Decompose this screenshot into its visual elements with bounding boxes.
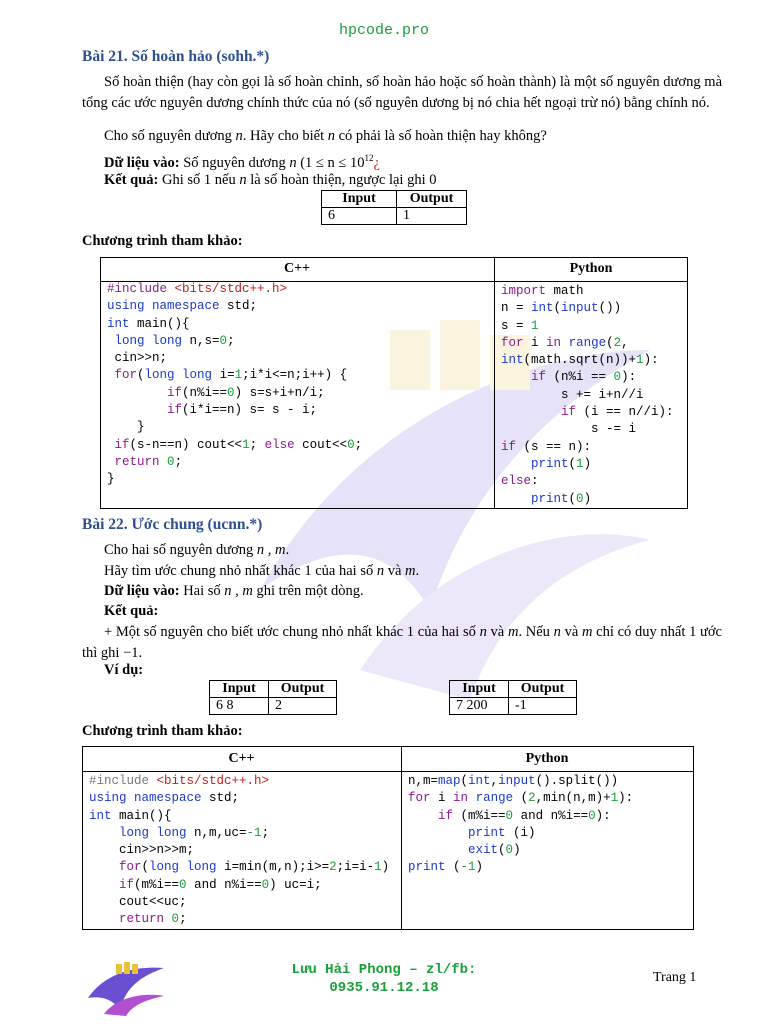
problem-21-io-table: Input Output 6 1: [321, 190, 467, 225]
python-header: Python: [569, 261, 613, 276]
problem-22-cpp-code: #include <bits/stdc++.h> using namespace std; int main(){ long long n,m,uc=-1; cin>>n>>m; for(long long i=min(m,n);i>=2;i=i-1) if(m%i==0 and n%i==0) uc=i; cout<<uc; return 0;: [89, 774, 390, 927]
problem-21-title: Bài 21. Số hoàn hảo (sohh.*): [82, 48, 270, 65]
problem-22-output-spec: + Một số nguyên cho biết ước chung nhỏ nhất khác 1 của hai số n và m. Nếu n và m chỉ có duy nhất 1 ước thì ghi −1.: [82, 624, 722, 661]
problem-22-title: Bài 22. Ước chung (ucnn.*): [82, 516, 263, 533]
problem-22-io-table-2: Input Output 7 200 -1: [449, 680, 577, 715]
problem-21-output-spec: Kết quả: Ghi số 1 nếu n là số hoàn thiện, ngược lại ghi 0: [104, 172, 437, 188]
problem-22-reference-label: Chương trình tham khảo:: [82, 723, 243, 739]
site-header: hpcode.pro: [338, 22, 429, 39]
problem-22-python-code: n,m=map(int,input().split()) for i in range (2,min(n,m)+1): if (m%i==0 and n%i==0): print (i) exit(0) print (-1): [408, 774, 634, 875]
author-phone: 0935.91.12.18: [329, 980, 439, 996]
python-header: Python: [525, 751, 569, 766]
cpp-header: C++: [228, 751, 255, 766]
problem-21-cpp-code: #include <bits/stdc++.h> using namespace std; int main(){ long long n,s=0; cin>>n; for(long long i=1;i*i<=n;i++) { if(n%i==0) s=s+i+n/i; if(i*i==n) s= s - i; } if(s-n==n) cout<<1; else cout<<0; return 0; }: [107, 282, 363, 487]
cpp-header: C++: [283, 261, 311, 276]
problem-22-input-spec: Dữ liệu vào: Hai số n , m ghi trên một dòng.: [104, 583, 364, 599]
problem-22-output-label: Kết quả:: [104, 603, 159, 619]
problem-21-description: Số hoàn thiện (hay còn gọi là số hoàn chỉnh, số hoàn hảo hoặc số hoàn thành) là một số nguyên dương mà tổng các ước nguyên dương chính thức của nó (số nguyên dương bị nó chia hết ngoại trừ nó) bằng chính nó.: [82, 74, 722, 111]
problem-22-line1: Cho hai số nguyên dương n , m.: [104, 542, 290, 558]
problem-21-question: Cho số nguyên dương n. Hãy cho biết n có phải là số hoàn thiện hay không?: [104, 128, 547, 144]
problem-22-example-label: Ví dụ:: [104, 662, 144, 678]
problem-21-input-spec: Dữ liệu vào: Số nguyên dương n ($1 \le n \le 10^{12}¿$: [104, 153, 380, 171]
problem-22-io-table-1: Input Output 6 8 2: [209, 680, 337, 715]
problem-21-python-code: import math n = int(input()) s = 1 for i in range(2, int(math.sqrt(n))+1): if (n%i == 0): s += i+n//i if (i == n//i): s -= i if (s == n): print(1) else: print(0): [501, 284, 674, 506]
page-number: Trang 1: [653, 970, 697, 985]
author-name: Lưu Hải Phong – zl/fb:: [291, 962, 477, 978]
problem-21-reference-label: Chương trình tham khảo:: [82, 233, 243, 249]
problem-22-line2: Hãy tìm ước chung nhỏ nhất khác 1 của hai số n và m.: [104, 563, 420, 579]
